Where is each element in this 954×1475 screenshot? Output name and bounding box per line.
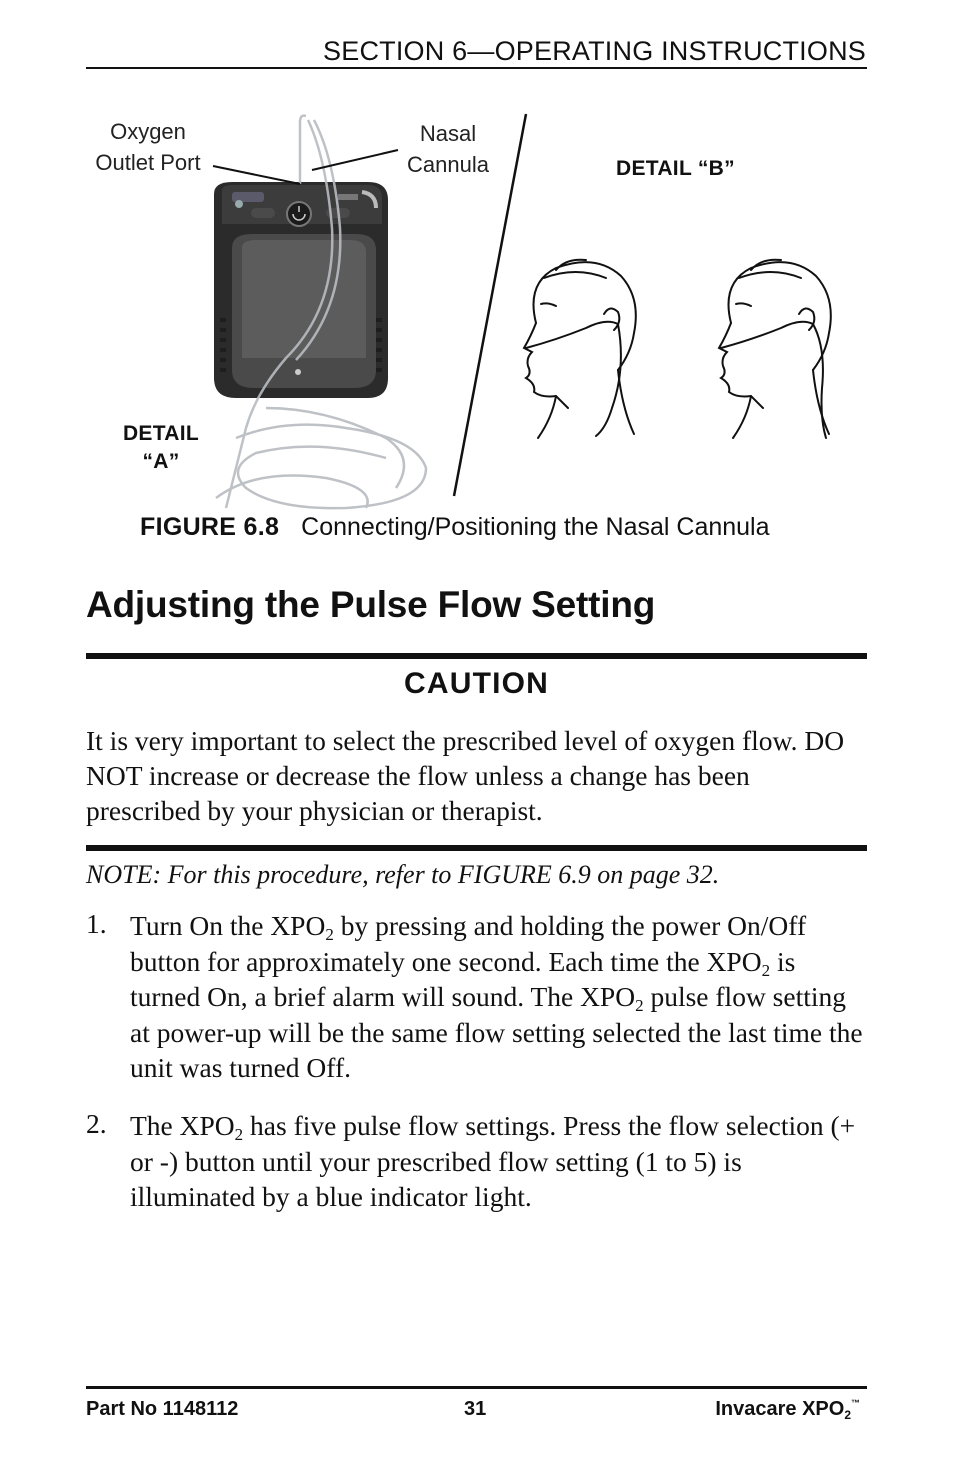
figure-caption-label: FIGURE 6.8: [140, 513, 280, 541]
step-2-number: 2.: [86, 1108, 107, 1139]
detail-a-line2: “A”: [142, 450, 180, 473]
step-1-part-4: pulse flow setting at power-up will be the same flow setting selected the last time the unit was turned Off.: [130, 981, 863, 1083]
step-2-text: [130, 1108, 870, 1215]
section-header: SECTION 6—OPERATING INSTRUCTIONS: [323, 36, 866, 66]
step-1-subscript-3: 2: [635, 996, 644, 1015]
procedure-note: NOTE: For this procedure, refer to FIGURE 6.9 on page 32.: [86, 860, 720, 889]
step-1-subscript-2: 2: [761, 960, 771, 980]
callout-nasal-line2: Cannula: [407, 152, 489, 177]
step-1-subscript-1: 2: [325, 925, 334, 944]
step-2-subscript-1: 2: [234, 1125, 244, 1144]
callout-nasal-line1: Nasal: [419, 121, 477, 146]
footer-rule: [86, 1386, 867, 1389]
step-1-part-2: by pressing and holding the power On/Off button for approximately one second. Each time the XPO: [130, 910, 807, 977]
callout-nasal-cannula: [398, 118, 498, 180]
detail-b-label: DETAIL “B”: [616, 157, 735, 180]
figure-6-8: [86, 108, 867, 513]
footer-page-number: 31: [464, 1398, 487, 1420]
step-1-part-1: Turn On the XPO: [130, 910, 326, 941]
footer-product-name: Invacare XPO: [715, 1398, 845, 1420]
header-rule: [86, 67, 867, 69]
head-profile-drawing-right: [719, 260, 831, 438]
step-1-text: [130, 908, 870, 1086]
caution-top-rule: [86, 653, 867, 659]
step-2-part-1: The XPO: [130, 1110, 235, 1141]
detail-a-line1: DETAIL: [122, 422, 200, 445]
step-1-part-3: is turned On, a brief alarm will sound. The XPO: [130, 945, 796, 1012]
figure-caption: [140, 513, 770, 542]
figure-caption-text: Connecting/Positioning the Nasal Cannula: [301, 513, 770, 541]
nasal-cannula-leader-line: [312, 150, 398, 170]
callout-oxygen-outlet-port: [82, 116, 214, 178]
detail-a-label: [108, 420, 214, 476]
section-heading: Adjusting the Pulse Flow Setting: [86, 584, 656, 625]
caution-title: CAUTION: [403, 667, 550, 700]
footer-part-number: Part No 1148112: [86, 1398, 239, 1420]
footer-trademark: ™: [851, 1398, 860, 1408]
footer-product-subscript: 2: [844, 1408, 851, 1422]
caution-text: It is very important to select the prescribed level of oxygen flow. DO NOT increase or decrease the flow unless a change has been prescribed by your physician or therapist.: [86, 725, 845, 826]
head-profile-drawing-left: [524, 260, 636, 438]
footer-product: [715, 1398, 860, 1421]
callout-oxygen-line2: Outlet Port: [95, 150, 201, 175]
callout-oxygen-line1: Oxygen: [110, 119, 186, 144]
step-1-number: 1.: [86, 908, 107, 939]
oxygen-port-leader-line: [213, 166, 300, 184]
concentrator-device-image: [214, 116, 426, 509]
step-2-part-2: has five pulse flow settings. Press the flow selection (+ or -) button until your prescribed flow setting (1 to 5) is illuminated by a blue indicator light.: [130, 1110, 856, 1212]
caution-bottom-rule: [86, 845, 867, 851]
